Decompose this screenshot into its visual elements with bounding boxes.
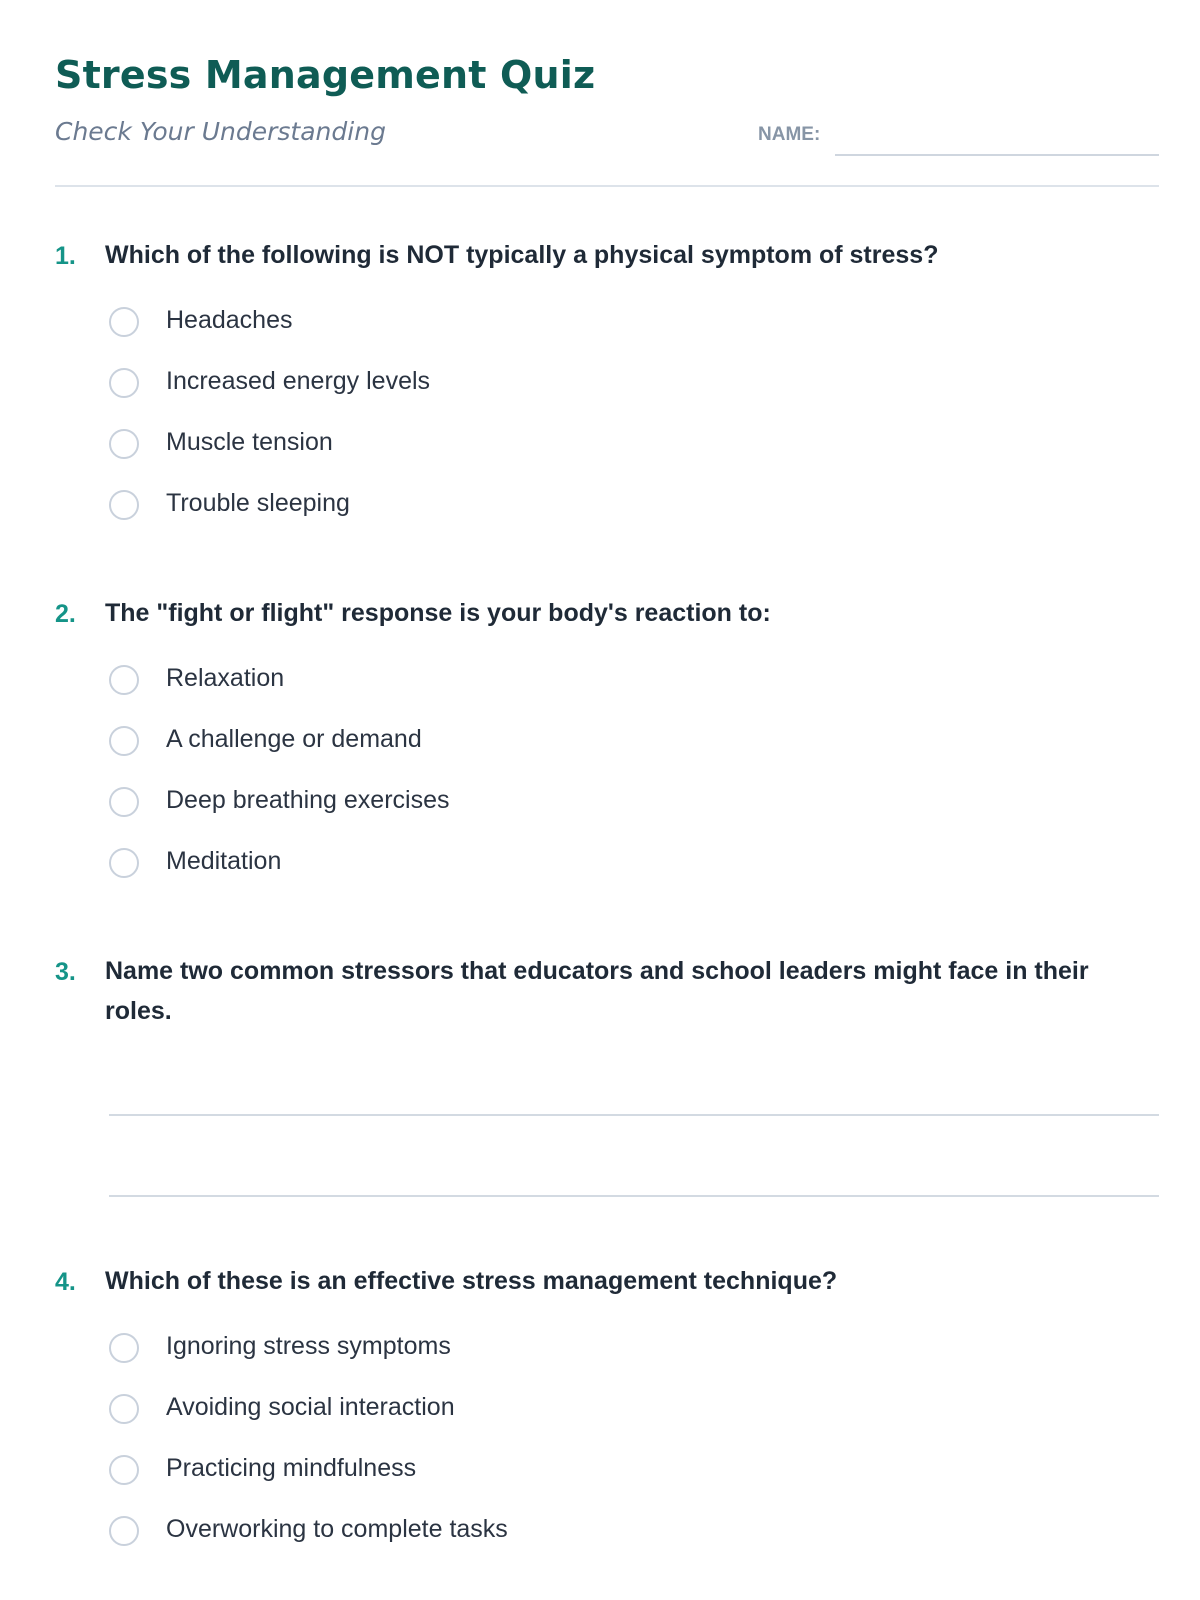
page-subtitle: Check Your Understanding — [55, 117, 386, 146]
radio-button[interactable] — [109, 368, 139, 398]
answer-line-1[interactable] — [109, 1114, 1159, 1116]
radio-button[interactable] — [109, 307, 139, 337]
question-text: Which of the following is NOT typically a physical symptom of stress? — [105, 241, 939, 269]
radio-button[interactable] — [109, 490, 139, 520]
quiz-page — [55, 0, 1159, 1543]
question-text: Which of these is an effective stress management technique? — [105, 1267, 838, 1295]
name-field[interactable] — [835, 154, 1159, 156]
option-relaxation[interactable] — [109, 655, 1159, 716]
option-headaches[interactable] — [109, 297, 1159, 358]
option-label: Avoiding social interaction — [166, 1393, 455, 1421]
options-list — [109, 655, 1159, 899]
radio-button[interactable] — [109, 665, 139, 695]
option-ignoring-stress-symptoms[interactable] — [109, 1323, 1159, 1384]
question-number: 1. — [55, 242, 76, 270]
radio-button[interactable] — [109, 1516, 139, 1546]
option-meditation[interactable] — [109, 838, 1159, 899]
name-label: NAME: — [758, 124, 821, 145]
option-label: Increased energy levels — [166, 367, 431, 395]
question-number: 4. — [55, 1268, 76, 1296]
option-trouble-sleeping[interactable] — [109, 480, 1159, 541]
option-overworking[interactable] — [109, 1506, 1159, 1567]
question-text: The "fight or flight" response is your body's reaction to: — [105, 599, 771, 627]
radio-button[interactable] — [109, 1455, 139, 1485]
options-list — [109, 297, 1159, 541]
option-avoiding-social-interaction[interactable] — [109, 1384, 1159, 1445]
option-label: A challenge or demand — [166, 725, 422, 753]
option-muscle-tension[interactable] — [109, 419, 1159, 480]
radio-button[interactable] — [109, 848, 139, 878]
answer-line-2[interactable] — [109, 1195, 1159, 1197]
radio-button[interactable] — [109, 429, 139, 459]
option-challenge-or-demand[interactable] — [109, 716, 1159, 777]
radio-button[interactable] — [109, 787, 139, 817]
option-increased-energy-levels[interactable] — [109, 358, 1159, 419]
option-label: Deep breathing exercises — [166, 786, 450, 814]
page-title: Stress Management Quiz — [55, 53, 596, 97]
option-label: Muscle tension — [166, 428, 333, 456]
option-label: Practicing mindfulness — [166, 1454, 417, 1482]
radio-button[interactable] — [109, 726, 139, 756]
option-label: Relaxation — [166, 664, 285, 692]
quiz-header — [55, 0, 1159, 187]
option-deep-breathing-exercises[interactable] — [109, 777, 1159, 838]
option-label: Headaches — [166, 306, 293, 334]
option-label: Trouble sleeping — [166, 489, 350, 517]
question-text: Name two common stressors that educators and school leaders might face in their roles. — [105, 957, 1089, 1025]
question-number: 2. — [55, 600, 76, 628]
radio-button[interactable] — [109, 1394, 139, 1424]
options-list — [109, 1323, 1159, 1567]
option-label: Ignoring stress symptoms — [166, 1332, 451, 1360]
option-practicing-mindfulness[interactable] — [109, 1445, 1159, 1506]
question-number: 3. — [55, 958, 76, 986]
option-label: Meditation — [166, 847, 282, 875]
radio-button[interactable] — [109, 1333, 139, 1363]
option-label: Overworking to complete tasks — [166, 1515, 508, 1543]
